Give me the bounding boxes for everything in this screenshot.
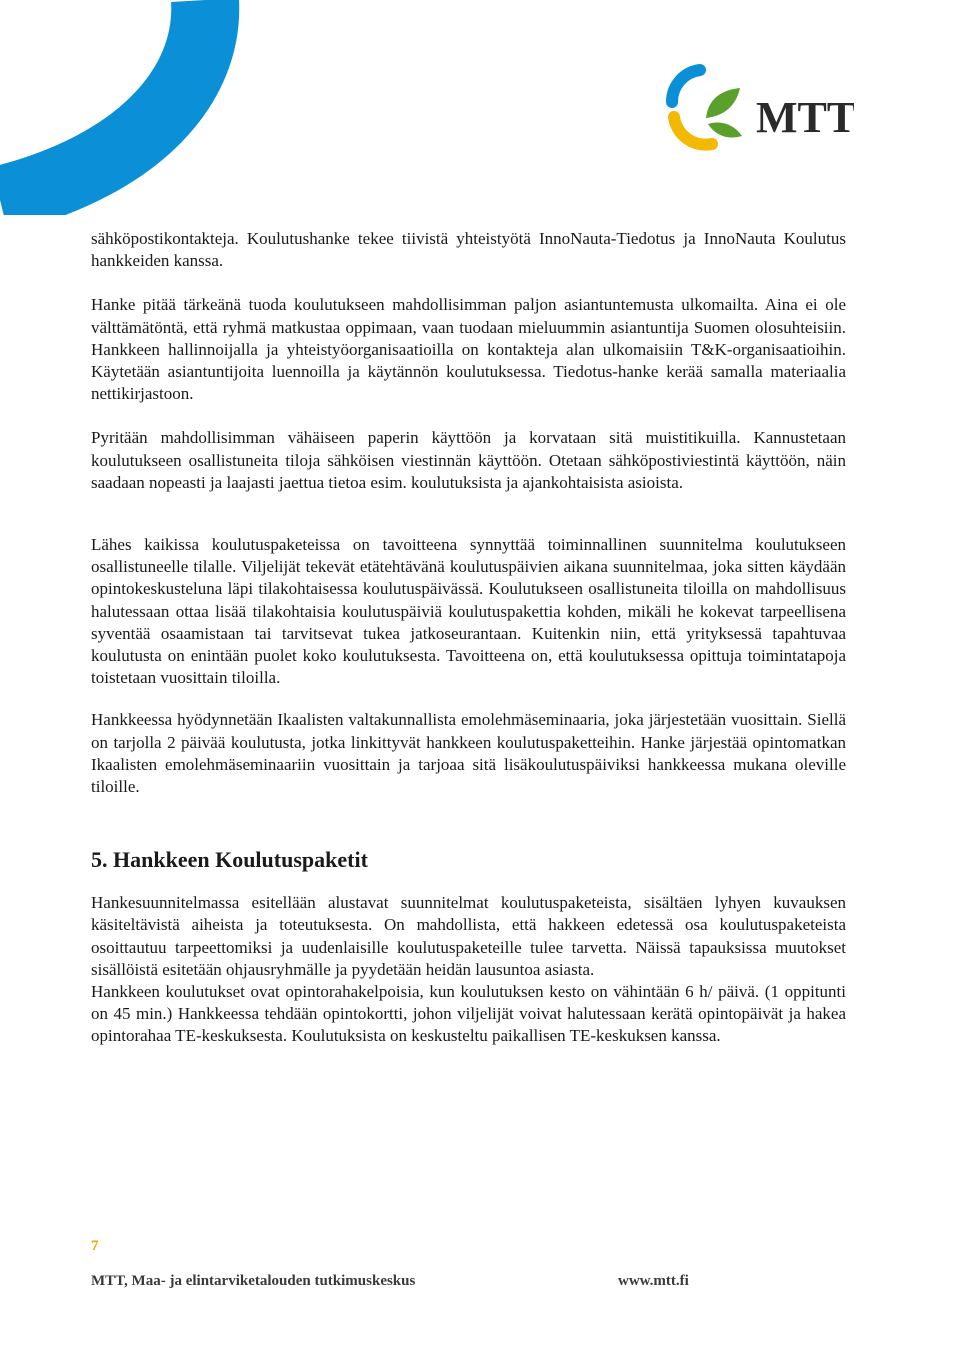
page-number: 7	[91, 1238, 99, 1254]
section-heading: 5. Hankkeen Koulutuspaketit	[91, 847, 368, 873]
page-content	[91, 228, 846, 1048]
body-paragraph: Hankkeessa hyödynnetään Ikaalisten valtakunnallista emolehmäseminaaria, joka järjestetään vuosittain. Siellä on tarjolla 2 päivää koulutusta, jotka linkittyvät hankkeen koulutuspaketteihin. Hanke järjestää opintomatkan Ikaalisten emolehmäseminaariin vuosittain ja tarjoaa sitä lisäkoulutuspäiviksi hankkeessa mukana oleville tiloille.	[91, 710, 846, 797]
body-paragraph: Hanke pitää tärkeänä tuoda koulutukseen mahdollisimman paljon asiantuntemusta ulkomailta. Aina ei ole välttämätöntä, että ryhmä matkustaa oppimaan, vaan tuodaan mieluummin asiantuntija Suomen olosuhteisiin. Hankkeen hallinnoijalla ja yhteistyöorganisaatioilla on kontakteja alan ulkomaisiin T&K-organisaatioihin. Käytetään asiantuntijoita luennoilla ja käytännön koulutuksessa. Tiedotus-hanke kerää samalla materiaalia nettikirjastoon.	[91, 295, 846, 404]
section-paragraph: Hankkeen koulutukset ovat opintorahakelpoisia, kun koulutuksen kesto on vähintään 6 h/ päivä. (1 oppitunti on 45 min.) Hankkeessa tehdään opintokortti, johon viljelijät voivat halutessaan kerätä opintopäivät ja hakea opintorahaa TE-keskuksesta. Koulutuksista on keskusteltu paikallisen TE-keskuksen kanssa.	[91, 982, 846, 1046]
section-paragraph: Hankesuunnitelmassa esitellään alustavat suunnitelmat koulutuspaketeista, sisältäen lyhyen kuvauksen käsiteltävistä aiheista ja toteutuksesta. On mahdollista, että hakkeen edetessä osa koulutuspaketeista osoittautuu tarpeettomiksi ja uudenlaisille koulutuspaketeille tulee tarvetta. Näissä tapauksissa muutokset sisällöistä esitetään ohjausryhmälle ja pyydetään heidän lausuntoa asiasta.	[91, 893, 846, 979]
body-paragraph: Pyritään mahdollisimman vähäiseen paperin käyttöön ja korvataan sitä muistitikuilla. Kannustetaan koulutukseen osallistuneita tiloja sähköisen viestinnän käyttöön. Otetaan sähköpostiviestintä käyttöön, näin saadaan nopeasti ja laajasti jaettua tietoa esim. koulutuksista ja ajankohtaisista asioista.	[91, 428, 846, 492]
footer-organization: MTT, Maa- ja elintarviketalouden tutkimuskeskus	[91, 1273, 416, 1289]
logo-mark-icon	[664, 62, 854, 157]
logo-text: MTT	[756, 93, 854, 142]
footer-website[interactable]: www.mtt.fi	[618, 1273, 689, 1289]
decorative-arc	[0, 0, 280, 215]
mtt-logo	[664, 62, 854, 162]
body-paragraph: sähköpostikontakteja. Koulutushanke tekee tiivistä yhteistyötä InnoNauta-Tiedotus ja InnoNauta Koulutus hankkeiden kanssa.	[91, 229, 846, 271]
body-paragraph: Lähes kaikissa koulutuspaketeissa on tavoitteena synnyttää toiminnallinen suunnitelma koulutukseen osallistuneelle tilalle. Viljelijät tekevät etätehtävänä koulutuspäivien aikana suunnitelmaa, joka sitten käydään opintokeskusteluna läpi tilakohtaisessa koulutuspäivässä. Koulutukseen osallistuneita tiloilla on mahdollisuus halutessaan ottaa lisää tilakohtaisia koulutuspäiviä koulutuspakettia kohden, mikäli he kokevat tarpeellisena syventää osaamistaan tai tarvitsevat tukea jatkoseurantaan. Kuitenkin niin, että yrityksessä tapahtuvaa koulutusta on enintään puolet koko koulutuksesta. Tavoitteena on, että koulutuksessa opittuja toimintatapoja toistetaan vuosittain tiloilla.	[91, 535, 846, 688]
